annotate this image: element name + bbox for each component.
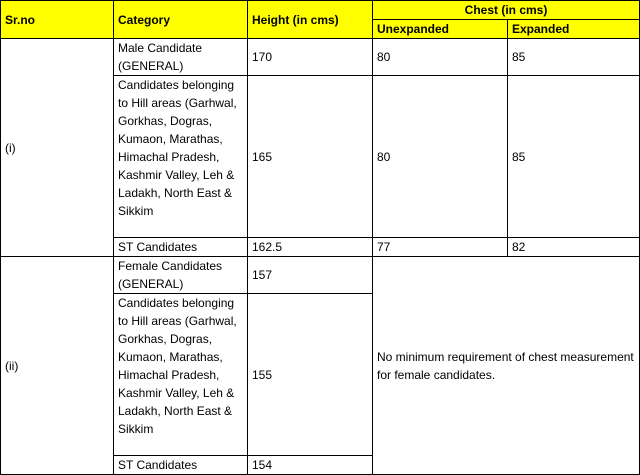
unexpanded-cell: 80 [373,76,508,238]
category-cell: ST Candidates [114,238,248,257]
header-category: Category [114,1,248,39]
header-row [1,1,640,20]
header-height: Height (in cms) [248,1,373,39]
header-sr-no: Sr.no [1,1,114,39]
height-cell: 170 [248,39,373,76]
header-expanded: Expanded [508,20,640,39]
header-unexpanded: Unexpanded [373,20,508,39]
sr-no-cell: (i) [1,39,114,257]
table-row [1,39,640,76]
category-cell: Candidates belonging to Hill areas (Garhwal, Gorkhas, Dogras, Kumaon, Marathas, Himachal Pradesh, Kashmir Valley, Leh & Ladakh, North East & Sikkim [114,76,248,238]
category-cell: Candidates belonging to Hill areas (Garhwal, Gorkhas, Dogras, Kumaon, Marathas, Himachal Pradesh, Kashmir Valley, Leh & Ladakh, North East & Sikkim [114,294,248,456]
expanded-cell: 85 [508,76,640,238]
category-cell: ST Candidates [114,456,248,475]
expanded-cell: 82 [508,238,640,257]
height-cell: 155 [248,294,373,456]
height-cell: 157 [248,257,373,294]
height-cell: 165 [248,76,373,238]
category-cell: Female Candidates (GENERAL) [114,257,248,294]
category-cell: Male Candidate (GENERAL) [114,39,248,76]
chest-note-cell: No minimum requirement of chest measurement for female candidates. [373,257,640,475]
header-chest: Chest (in cms) [373,1,640,20]
unexpanded-cell: 80 [373,39,508,76]
sr-no-cell: (ii) [1,257,114,475]
table-row [1,257,640,294]
expanded-cell: 85 [508,39,640,76]
height-cell: 162.5 [248,238,373,257]
unexpanded-cell: 77 [373,238,508,257]
height-cell: 154 [248,456,373,475]
